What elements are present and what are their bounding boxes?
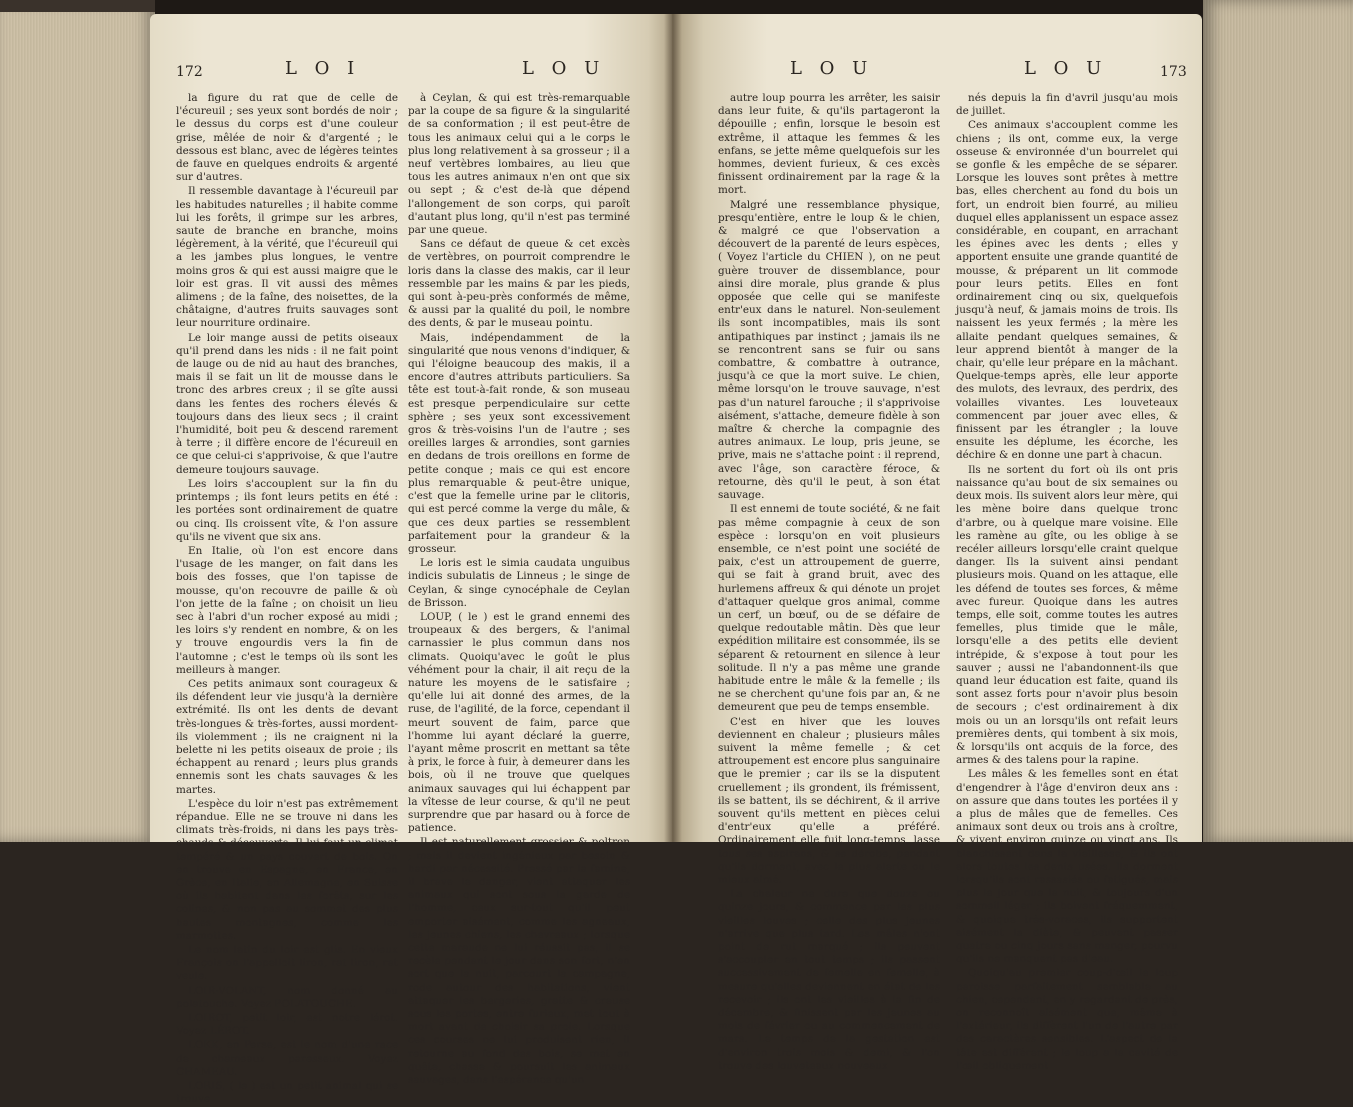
paragraph: Les mâles & les femelles sont en état d'engendrer à l'âge d'environ deux ans : on assure que dans toutes les portées il y a plus de mâles que de femelles. Ces animaux sont deux ou trois ans à croître, & vivent environ quinze ou vingt ans. Ils blanchissent dans la vieillesse, & ils ont alors toutes les dents usées. Ils dorment lorsqu'ils sont rassasiés ou fatigués, mais plus le jour que la nuit, & toujours d'un sommeil léger ; ils boivent fréquemment, & quoique très-voraces, ils supportent aisément la diète, & peuvent passer quatre ou cinq jours sans manger, pourvu qu'ils ne manquent pas d'eau. [956,768,1178,966]
paragraph: LOIROT, petit loir, est notre lérot. Voyez LÉROT. [176,1012,398,1038]
paragraph: L'espèce du loir n'est pas extrêmement répandue. Elle ne se trouve ni dans les climats très-froids, ni dans les pays très-chauds & découverts. Il lui faut un climat tempéré & un pays couvert de bois. On en trouve en Espagne, en France, en Grèce, en Italie, en Allemagne, en Suisse où ils habitent dans les forêts, sur les colines, & non pas au sommet des plus hautes montagnes, comme les marmottes. [176,797,398,942]
paragraph: LOUP, ( le ) est le grand ennemi des troupeaux & des bergers, & l'animal carnassier le plus commun dans nos climats. Quoiqu'avec le goût le plus véhément pour la chair, il ait reçu de la nature les moyens de le satisfaire ; qu'elle lui ait donné des armes, de la ruse, de l'agilité, de la force, cependant il meurt souvent de faim, parce que l'homme lui ayant déclaré la guerre, l'ayant même proscrit en mettant sa tête à prix, le force à fuir, à demeurer dans les bois, où il ne trouve que quelques animaux sauvages qui lui échappent par la vîtesse de leur course, & qu'il ne peut surprendre que par hasard ou à force de patience. [408,610,630,835]
paragraph: Le loris est le simia caudata unguibus indicis subulatis de Linneus ; le singe de Ceylan, & singe cynocéphale de Ceylan de Brisson. [408,557,630,609]
paragraph: Malgré une ressemblance physique, presqu'entière, entre le loup & le chien, & malgré ce que l'observation a découvert de la parenté de leurs espèces, ( Voyez l'article du CHIEN ), on ne peut guère trouver de dissemblance, pour ainsi dire morale, plus grande & plus opposée que celle qui se manifeste entr'eux dans le naturel. Non-seulement ils sont incompatibles, mais ils sont antipathiques par instinct ; jamais ils ne se rencontrent sans se fuir ou sans combattre, & combattre à outrance, jusqu'à ce que la mort suive. Le chien, même lorsqu'on le trouve sauvage, n'est pas d'un naturel farouche ; il s'apprivoise aisément, s'attache, demeure fidèle à son maître & cherche la compagnie des autres animaux. Le loup, pris jeune, se prive, mais ne s'attache point : il reprend, avec l'âge, son caractère féroce, & retourne, dès qu'il le peut, à son état sauvage. [718,198,940,502]
left-header-left: L O I [285,58,361,79]
left-header-right: L O U [522,58,606,79]
right-page-number: 173 [1160,64,1187,80]
paragraph: Quoiqu'au premier coup-d'œil le loup paroisse parfaitement semblable au chien, cependant, en y regardant de près, on reconnoît aisément que, même à l'extérieur, ils diffèrent l'un de l'autre par des caractères sensibles. L'aspect de la tête est différent ; le loup a la cavité de l'œil obliquement [956,967,1178,1072]
paragraph: Ces animaux s'accouplent comme les chiens ; ils ont, comme eux, la verge osseuse & environnée d'un bourrelet qui se gonfle & les empêche de se séparer. Lorsque les louves sont prêtes à mettre bas, elles cherchent au fond du bois un fort, un endroit bien fourré, au milieu duquel elles applanissent un espace assez considérable, en coupant, en arrachant les épines avec les dents ; elles y apportent ensuite une grande quantité de mousse, & préparent un lit commode pour leurs petits. Elles en font ordinairement cinq ou six, quelquefois jusqu'à neuf, & jamais moins de trois. Ils naissent les yeux fermés ; la mère les allaite pendant quelques semaines, & leur apprend bientôt à manger de la chair, qu'elle leur prépare en la mâchant. Quelque-temps après, elle leur apporte des mulots, des levraux, des perdrix, des volailles vivantes. Les louveteaux commencent par jouer avec elles, & finissent par les étrangler ; la louve ensuite les déplume, les écorche, les déchire & en donne une part à chacun. [956,119,1178,462]
paragraph: LOIR-VOLANT, nom donné au polatouche. Voyez POLATOUCHE. [176,984,398,1010]
right-column-2 [956,92,1178,1074]
paragraph: Ces petits animaux sont courageux & ils défendent leur vie jusqu'à la dernière extrémité. Ils ont les dents de devant très-longues & très-fortes, aussi mordent-ils violemment ; ils ne craignent ni la belette ni les petits oiseaux de proie ; ils échappent au renard ; leurs plus grands ennemis sont les chats sauvages & les martes. [176,677,398,796]
paragraph: Ils ne sortent du fort où ils ont pris naissance qu'au bout de six semaines ou deux mois. Ils suivent alors leur mère, qui les mène boire dans quelque tronc d'arbre, ou à quelque mare voisine. Elle les ramène au gîte, ou les oblige à se recéler ailleurs lorsqu'elle craint quelque danger. Ils la suivent ainsi pendant plusieurs mois. Quand on les attaque, elle les défend de toutes ses forces, & même avec fureur. Quoique dans les autres temps, elle soit, comme toutes les autres femelles, plus timide que le mâle, lorsqu'elle a des petits elle devient intrépide, & s'expose à tout pour les sauver ; aussi ne l'abandonnent-ils que quand leur éducation est faite, quand ils sont assez forts pour n'avoir plus besoin de secours ; c'est ordinairement à dix mois ou un an lorsqu'ils ont refait leurs premières dents, qui tombent à six mois, & lorsqu'ils ont acquis de la force, des armes & des talens pour la rapine. [956,463,1178,767]
paragraph: En Italie, où l'on est encore dans l'usage de les manger, on fait dans les bois des fosses, que l'on tapisse de mousse, qu'on recouvre de paille & où l'on jette de la faîne ; on choisit un lieu sec à l'abri d'un rocher exposé au midi ; les loirs s'y rendent en nombre, & on les y trouve engourdis vers la fin de l'automne ; c'est le temps où ils sont les meilleurs à manger. [176,544,398,676]
paragraph: la figure du rat que de celle de l'écureuil ; ses yeux sont bordés de noir ; le dessus du corps est d'une couleur grise, mêlée de noir & d'argenté ; le dessous est blanc, avec de légères teintes de fauve en quelques endroits & argenté sur d'autres. [176,92,398,184]
paragraph: autre loup pourra les arrêter, les saisir dans leur fuite, & qu'ils partageront la dépouille ; enfin, lorsque le besoin est extrême, il attaque les femmes & les enfans, se jette même quelquefois sur les hommes, devient furieux, & ces excès finissent ordinairement par la rage & la mort. [718,92,940,197]
paragraph: La chaleur ne dure que douze ou quinze jours, & commence par les plus vieilles louves ; celle des plus jeunes n'arrive que plus tard. Les mâles n'ont point de rut marqué ; ils peuvent s'accoupler en tout temps ; ils passent successivement de femelle en femelle, à mesure qu'elles deviennent en état de les recevoir ; ils ont les vieilles à la fin de décembre, & finissent par les jeunes au mois de février ou au commencement de mars. Le temps de la gestation est d'environ trois mois & demi, & l'on trouve des louveteaux nouveaux [718,888,940,1072]
paragraph: Il ressemble davantage à l'écureuil par les habitudes naturelles ; il habite comme lui les forêts, il grimpe sur les arbres, saute de branche en branche, moins légèrement, à la vérité, que l'écureuil qui a les jambes plus longues, le ventre moins gros & qui est aussi maigre que le loir est gras. Il vit aussi des mêmes alimens ; de la faîne, des noisettes, de la châtaigne, d'autres fruits sauvages sont leur nourriture ordinaire. [176,185,398,330]
left-column-1 [176,92,398,1107]
paragraph: LORIS, ( le ) est un petit animal qui se trouve [176,1080,398,1106]
paragraph: Le nom latin du loir est glis. En vieux François on l'appelloit liron, rat liron, rat veule. [176,944,398,983]
left-page [150,14,680,1106]
paragraph: Sans ce défaut de queue & cet excès de vertèbres, on pourroit comprendre le loris dans la classe des makis, car il leur ressemble par les mains & par les pieds, qui sont à-peu-près conformés de même, & aussi par la qualité du poil, le nombre des dents, & par le museau pointu. [408,238,630,330]
paragraph: nés depuis la fin d'avril jusqu'au mois de juillet. [956,92,1178,118]
paragraph: Le loir mange aussi de petits oiseaux qu'il prend dans les nids : il ne fait point de lauge ou de nid au haut des branches, mais il se fait un lit de mousse dans le tronc des arbres creux ; il se gîte aussi dans les fentes des rochers élevés & toujours dans des lieux secs ; il craint l'humidité, boit peu & descend rarement à terre ; il diffère encore de l'écureuil en ce que celui-ci s'apprivoise, & que l'autre demeure toujours sauvage. [176,331,398,476]
paragraph: Mais, indépendamment de la singularité que nous venons d'indiquer, & qui l'éloigne beaucoup des makis, il a encore d'autres attributs particuliers. Sa tête est tout-à-fait ronde, & son museau est presque perpendiculaire sur cette sphère ; ses yeux sont excessivement gros & très-voisins l'un de l'autre ; ses oreilles larges & arrondies, sont garnies en dedans de trois oreillons en forme de petite conque ; mais ce qui est encore plus remarquable & peut-être unique, c'est que la femelle urine par le clitoris, qui est percé comme la verge du mâle, & que ces deux parties se ressemblent parfaitement pour la grandeur & la grosseur. [408,331,630,555]
gutter [664,14,682,842]
paragraph: Il est ennemi de toute société, & ne fait pas même compagnie à ceux de son espèce : lorsqu'on en voit plusieurs ensemble, ce n'est point une société de paix, c'est un attroupement de guerre, qui se fait à grand bruit, avec des hurlemens affreux & qui dénote un projet d'attaquer quelque gros animal, comme un cerf, un bœuf, ou de se défaire de quelque redoutable mâtin. Dès que leur expédition militaire est consommée, ils se séparent & retournent en silence à leur solitude. Il n'y a pas même une grande habitude entre le mâle & la femelle ; ils ne se cherchent qu'une fois par an, & ne demeurent que peu de temps ensemble. [718,503,940,714]
paragraph: C'est en hiver que les louves deviennent en chaleur ; plusieurs mâles suivent la même femelle ; & cet attroupement est encore plus sanguinaire que le premier ; car ils se la disputent cruellement ; ils grondent, ils frémissent, ils se battent, ils se déchirent, & il arrive souvent qu'ils mettent en pièces celui d'entr'eux qu'elle a préféré. Ordinairement elle fuit long-temps, lasse tous ses aspirans, & se dérobe, pendant qu'ils dorment, avec le plus alerte ou le mieux aimé. [718,715,940,886]
right-column-1 [718,92,940,1074]
right-header-left: L O U [790,58,874,79]
paragraph: Il est naturellement grossier & poltron ; mais il devient ingénieux par besoin & hardi par nécessité. Pressé par la famine, il brave le danger, vient attaquer les animaux qui sont sous la garde de l'homme, ceux sur-tout qu'il peut emporter aisément, comme les agneaux, les jeunes chiens, les chevreaux ; lorsque cette maraude ne lui réussit pas, il se recèle pendant le jour dans son fort, n'en sort que la nuit, parcourt la campagne, rode autour des habitations, vient attaquer les bergeries, gratte & creuse sous les portes, entre furieux, met tout à mort avant de choisir sa proie. Lorsque ces courses ne lui produisent rien, il retourne au fond des bois, se met en quête, chasse & poursuit les animaux sauvages, dans l'espérance qu'un [408,836,630,1087]
paragraph: Les loirs s'accouplent sur la fin du printemps ; ils font leurs petits en été : les portées sont ordinairement de quatre ou cinq. Ils croissent vîte, & l'on assure qu'ils ne vivent que six ans. [176,477,398,543]
right-header-right: L O U [1024,58,1108,79]
right-page [672,14,1202,1072]
left-page-edges [0,0,155,842]
paragraph: à Ceylan, & qui est très-remarquable par la coupe de sa figure & la singularité de sa conformation ; il est peut-être de tous les animaux celui qui a le corps le plus long relativement à sa grosseur ; il a neuf vertèbres lombaires, au lieu que tous les autres animaux n'en ont que six ou sept ; & c'est de-là que dépend l'allongement de son corps, qui paroît d'autant plus long, qu'il n'est pas terminé par une queue. [408,92,630,237]
paragraph: LOKK, en Perse, est le nom d'une race de chameaux paresseux. Voyez CHAMEAU. [176,1039,398,1078]
right-page-edges [1203,0,1353,842]
left-cover-top [0,0,155,12]
left-column-2 [408,92,630,1088]
left-page-number: 172 [176,64,203,80]
